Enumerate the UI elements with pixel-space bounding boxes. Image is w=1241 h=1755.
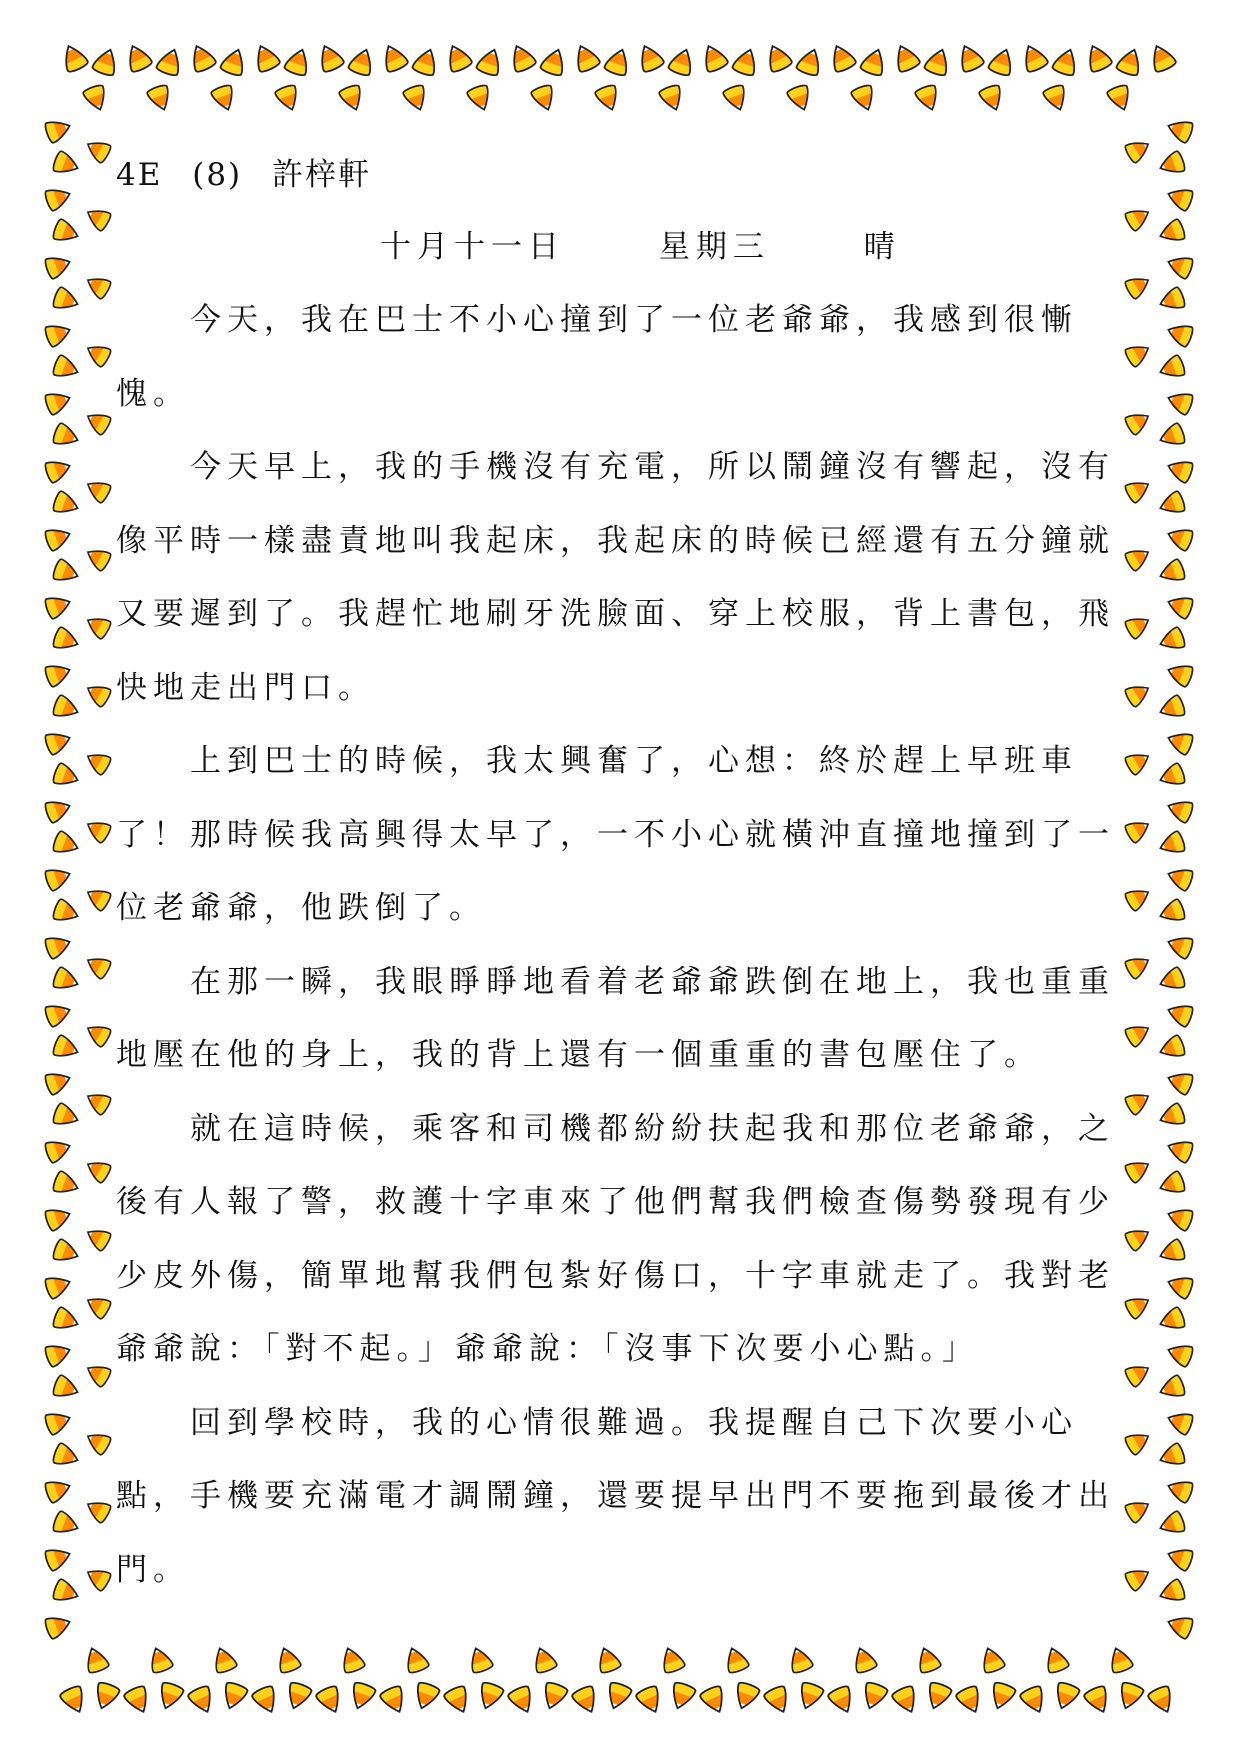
candy-corn-icon xyxy=(1165,320,1194,348)
candy-corn-icon xyxy=(83,408,112,436)
candy-corn-icon xyxy=(83,816,112,844)
candy-corn-icon xyxy=(1165,1272,1194,1300)
candy-corn-icon xyxy=(338,84,366,113)
candy-corn-icon xyxy=(1124,272,1153,300)
candy-corn-icon xyxy=(1124,884,1153,912)
candy-corn-icon xyxy=(1165,1340,1194,1368)
candy-corn-icon xyxy=(83,476,112,504)
candy-corn-icon xyxy=(530,1645,558,1674)
candy-corn-icon xyxy=(1165,116,1194,144)
candy-corn-icon xyxy=(44,796,73,824)
candy-corn-icon xyxy=(1165,1476,1194,1504)
candy-corn-icon xyxy=(1165,660,1194,688)
candy-corn-icon xyxy=(1165,1544,1194,1572)
candy-corn-icon xyxy=(1124,476,1153,504)
diary-line: 又要遲到了。我趕忙地刷牙洗臉面、穿上校服，背上書包，飛 xyxy=(116,596,1115,632)
candy-corn-icon xyxy=(274,1645,302,1674)
candy-corn-icon xyxy=(1124,952,1153,980)
candy-corn-icon xyxy=(1157,1102,1186,1130)
candy-corn-icon xyxy=(44,1204,73,1232)
diary-line: 後有人報了警，救護十字車來了他們幫我們檢查傷勢發現有少 xyxy=(116,1184,1115,1220)
candy-corn-icon xyxy=(379,42,410,74)
candy-corn-icon xyxy=(1124,1360,1153,1388)
candy-corn-icon xyxy=(786,84,814,113)
candy-corn-icon xyxy=(1157,1306,1186,1334)
candy-corn-icon xyxy=(571,42,602,74)
candy-corn-icon xyxy=(635,1684,666,1716)
candy-corn-icon xyxy=(978,1645,1006,1674)
candy-corn-icon xyxy=(251,42,282,74)
candy-corn-icon xyxy=(540,46,569,77)
date-day: 十月十一日 xyxy=(380,229,565,265)
candy-corn-icon xyxy=(1165,1000,1194,1028)
candy-corn-icon xyxy=(722,1645,750,1674)
candy-corn-icon xyxy=(52,354,81,382)
candy-corn-icon xyxy=(1157,762,1186,790)
diary-line: 地壓在他的身上，我的背上還有一個重重的書包壓住了。 xyxy=(116,1037,1041,1073)
candy-corn-icon xyxy=(83,884,112,912)
candy-corn-icon xyxy=(1157,286,1186,314)
candy-corn-icon xyxy=(891,42,922,74)
candy-corn-icon xyxy=(1124,612,1153,640)
candy-corn-icon xyxy=(795,1681,824,1712)
diary-line: 就在這時候，乘客和司機都紛紛扶起我和那位老爺爺，之 xyxy=(116,1110,1115,1147)
candy-corn-icon xyxy=(1124,1224,1153,1252)
candy-corn-icon xyxy=(44,456,73,484)
candy-corn-icon xyxy=(83,340,112,368)
diary-line: 在那一瞬，我眼睜睜地看着老爺爺跌倒在地上，我也重重 xyxy=(116,963,1115,1000)
candy-corn-icon xyxy=(123,1684,154,1716)
candy-corn-icon xyxy=(402,84,430,113)
candy-corn-icon xyxy=(52,830,81,858)
diary-line: 少皮外傷，簡單地幫我們包紮好傷口，十字車就走了。我對老 xyxy=(116,1257,1115,1294)
candy-corn-icon xyxy=(914,84,942,113)
candy-corn-icon xyxy=(1165,592,1194,620)
candy-corn-icon xyxy=(1124,1156,1153,1184)
candy-corn-icon xyxy=(1157,150,1186,178)
candy-corn-icon xyxy=(978,84,1006,113)
candy-corn-icon xyxy=(850,84,878,113)
candy-corn-icon xyxy=(44,184,73,212)
candy-corn-icon xyxy=(52,150,81,178)
candy-corn-icon xyxy=(1124,1564,1153,1592)
candy-corn-icon xyxy=(1157,218,1186,246)
diary-line: 今天早上，我的手機沒有充電，所以鬧鐘沒有響起，沒有 xyxy=(116,449,1115,485)
candy-corn-icon xyxy=(52,762,81,790)
candy-corn-icon xyxy=(1106,1645,1134,1674)
candy-corn-icon xyxy=(796,46,825,77)
candy-corn-icon xyxy=(83,1292,112,1320)
candy-corn-icon xyxy=(1124,680,1153,708)
diary-line: 門。 xyxy=(116,1551,190,1588)
candy-corn-icon xyxy=(988,46,1017,77)
candy-corn-icon xyxy=(987,1681,1016,1712)
candy-corn-icon xyxy=(44,388,73,416)
candy-corn-icon xyxy=(83,204,112,232)
candy-corn-icon xyxy=(59,1684,90,1716)
candy-corn-icon xyxy=(699,42,730,74)
candy-corn-icon xyxy=(1124,1496,1153,1524)
candy-corn-icon xyxy=(1157,1238,1186,1266)
class-label: 4E xyxy=(116,157,163,193)
candy-corn-icon xyxy=(955,42,986,74)
candy-corn-icon xyxy=(44,1272,73,1300)
candy-corn-icon xyxy=(1124,544,1153,572)
candy-corn-icon xyxy=(52,1306,81,1334)
candy-corn-icon xyxy=(699,1684,730,1716)
candy-corn-icon xyxy=(1042,84,1070,113)
candy-corn-icon xyxy=(1115,1681,1144,1712)
candy-corn-icon xyxy=(668,46,697,77)
candy-corn-icon xyxy=(83,680,112,708)
candy-corn-icon xyxy=(52,898,81,926)
candy-corn-icon xyxy=(44,1136,73,1164)
candy-corn-icon xyxy=(635,42,666,74)
candy-corn-icon xyxy=(1165,1136,1194,1164)
candy-corn-icon xyxy=(1157,694,1186,722)
diary-line: 點，手機要充滿電才調鬧鐘，還要提早出門不要拖到最後才出 xyxy=(116,1478,1115,1514)
candy-corn-icon xyxy=(82,84,110,113)
candy-corn-icon xyxy=(210,1645,238,1674)
candy-corn-icon xyxy=(210,84,238,113)
candy-corn-icon xyxy=(1147,1684,1178,1716)
candy-corn-icon xyxy=(594,84,622,113)
candy-corn-icon xyxy=(44,320,73,348)
candy-corn-icon xyxy=(1157,1510,1186,1538)
student-header xyxy=(116,157,389,193)
candy-corn-icon xyxy=(412,46,441,77)
candy-corn-icon xyxy=(923,1681,952,1712)
candy-corn-icon xyxy=(1157,830,1186,858)
candy-corn-icon xyxy=(1124,1292,1153,1320)
candy-corn-icon xyxy=(83,952,112,980)
candy-corn-icon xyxy=(1157,490,1186,518)
candy-corn-icon xyxy=(1165,184,1194,212)
candy-corn-icon xyxy=(83,544,112,572)
candy-corn-icon xyxy=(827,1684,858,1716)
candy-corn-icon xyxy=(1042,1645,1070,1674)
candy-corn-icon xyxy=(594,1645,622,1674)
diary-line: 今天，我在巴士不小心撞到了一位老爺爺，我感到很慚 xyxy=(116,302,1078,338)
date-weekday: 星期三 xyxy=(658,229,770,265)
candy-corn-icon xyxy=(44,1544,73,1572)
candy-corn-icon xyxy=(347,1681,376,1712)
candy-corn-icon xyxy=(44,1612,73,1640)
candy-corn-icon xyxy=(82,1645,110,1674)
candy-corn-icon xyxy=(850,1645,878,1674)
candy-corn-icon xyxy=(44,116,73,144)
candy-corn-icon xyxy=(1157,966,1186,994)
student-name: 許梓軒 xyxy=(272,157,371,193)
candy-corn-icon xyxy=(1124,1020,1153,1048)
candy-corn-icon xyxy=(52,1578,81,1606)
candy-corn-icon xyxy=(52,1238,81,1266)
candy-corn-icon xyxy=(44,592,73,620)
candy-corn-icon xyxy=(530,84,558,113)
candy-corn-icon xyxy=(1124,1088,1153,1116)
candy-corn-icon xyxy=(731,1681,760,1712)
candy-corn-icon xyxy=(722,84,750,113)
candy-corn-icon xyxy=(1157,1034,1186,1062)
candy-corn-icon xyxy=(52,558,81,586)
candy-corn-icon xyxy=(44,524,73,552)
candy-corn-icon xyxy=(466,84,494,113)
candy-corn-icon xyxy=(1165,1408,1194,1436)
candy-corn-icon xyxy=(92,46,121,77)
candy-corn-icon xyxy=(83,1496,112,1524)
candy-corn-icon xyxy=(123,42,154,74)
candy-corn-icon xyxy=(52,1510,81,1538)
candy-corn-icon xyxy=(91,1681,120,1712)
candy-corn-icon xyxy=(955,1684,986,1716)
candy-corn-icon xyxy=(220,46,249,77)
candy-corn-icon xyxy=(44,252,73,280)
candy-corn-icon xyxy=(1124,204,1153,232)
diary-line: 愧。 xyxy=(116,375,190,412)
candy-corn-icon xyxy=(338,1645,366,1674)
candy-corn-icon xyxy=(52,694,81,722)
candy-corn-icon xyxy=(83,1020,112,1048)
candy-corn-icon xyxy=(146,84,174,113)
candy-corn-icon xyxy=(604,46,633,77)
candy-corn-icon xyxy=(1051,1681,1080,1712)
candy-corn-icon xyxy=(1116,46,1145,77)
candy-corn-icon xyxy=(83,1564,112,1592)
candy-corn-icon xyxy=(379,1684,410,1716)
candy-corn-icon xyxy=(763,42,794,74)
candy-corn-icon xyxy=(52,1034,81,1062)
diary-line: 了！那時候我高興得太早了，一不小心就橫沖直撞地撞到了一 xyxy=(116,816,1115,853)
candy-corn-icon xyxy=(187,42,218,74)
candy-corn-icon xyxy=(83,612,112,640)
candy-corn-icon xyxy=(1157,898,1186,926)
candy-corn-icon xyxy=(786,1645,814,1674)
candy-corn-icon xyxy=(859,1681,888,1712)
candy-corn-icon xyxy=(763,1684,794,1716)
candy-corn-icon xyxy=(1083,42,1114,74)
candy-corn-icon xyxy=(315,42,346,74)
candy-corn-icon xyxy=(1165,1612,1194,1640)
candy-corn-icon xyxy=(83,272,112,300)
candy-corn-icon xyxy=(1165,252,1194,280)
candy-corn-icon xyxy=(1124,1428,1153,1456)
candy-corn-icon xyxy=(443,42,474,74)
candy-corn-icon xyxy=(1165,1204,1194,1232)
candy-corn-icon xyxy=(1052,46,1081,77)
candy-corn-icon xyxy=(411,1681,440,1712)
candy-corn-icon xyxy=(1165,524,1194,552)
student-number: (8) xyxy=(192,157,243,193)
candy-corn-icon xyxy=(52,626,81,654)
candy-corn-icon xyxy=(44,864,73,892)
candy-corn-icon xyxy=(44,1068,73,1096)
candy-corn-icon xyxy=(658,84,686,113)
candy-corn-icon xyxy=(284,46,313,77)
candy-corn-icon xyxy=(891,1684,922,1716)
candy-corn-icon xyxy=(1157,422,1186,450)
candy-corn-icon xyxy=(1124,748,1153,776)
candy-corn-icon xyxy=(274,84,302,113)
candy-corn-icon xyxy=(251,1684,282,1716)
candy-corn-icon xyxy=(443,1684,474,1716)
candy-corn-icon xyxy=(1165,796,1194,824)
candy-corn-icon xyxy=(402,1645,430,1674)
candy-corn-icon xyxy=(44,1000,73,1028)
candy-corn-icon xyxy=(827,42,858,74)
candy-corn-icon xyxy=(1019,42,1050,74)
candy-corn-icon xyxy=(1124,408,1153,436)
candy-corn-icon xyxy=(1124,340,1153,368)
candy-corn-icon xyxy=(507,1684,538,1716)
candy-corn-icon xyxy=(156,46,185,77)
diary-line: 上到巴士的時候，我太興奮了，心想：終於趕上早班車 xyxy=(116,743,1078,779)
candy-corn-icon xyxy=(1106,84,1134,113)
candy-corn-icon xyxy=(667,1681,696,1712)
candy-corn-icon xyxy=(83,136,112,164)
candy-corn-icon xyxy=(52,218,81,246)
candy-corn-icon xyxy=(83,1088,112,1116)
candy-corn-icon xyxy=(1165,388,1194,416)
candy-corn-icon xyxy=(52,1374,81,1402)
date-line xyxy=(380,229,979,265)
candy-corn-icon xyxy=(44,660,73,688)
candy-corn-icon xyxy=(59,42,90,74)
candy-corn-icon xyxy=(187,1684,218,1716)
candy-corn-icon xyxy=(44,932,73,960)
candy-corn-icon xyxy=(1157,1374,1186,1402)
candy-corn-icon xyxy=(83,1428,112,1456)
candy-corn-icon xyxy=(52,1102,81,1130)
candy-corn-icon xyxy=(52,490,81,518)
candy-corn-icon xyxy=(155,1681,184,1712)
candy-corn-icon xyxy=(466,1645,494,1674)
candy-corn-icon xyxy=(44,1340,73,1368)
candy-corn-icon xyxy=(315,1684,346,1716)
candy-corn-icon xyxy=(1157,354,1186,382)
candy-corn-icon xyxy=(914,1645,942,1674)
candy-corn-icon xyxy=(732,46,761,77)
candy-corn-icon xyxy=(475,1681,504,1712)
diary-line: 像平時一樣盡責地叫我起床，我起床的時候已經還有五分鐘就 xyxy=(116,522,1115,559)
candy-corn-icon xyxy=(52,286,81,314)
candy-corn-icon xyxy=(1157,558,1186,586)
candy-corn-icon xyxy=(1165,456,1194,484)
candy-corn-icon xyxy=(1147,42,1178,74)
candy-corn-icon xyxy=(1019,1684,1050,1716)
candy-corn-icon xyxy=(1083,1684,1114,1716)
diary-line: 爺爺說：「對不起。」爺爺說：「沒事下次要小心點。」 xyxy=(116,1331,979,1367)
candy-corn-icon xyxy=(52,966,81,994)
diary-line: 回到學校時，我的心情很難過。我提醒自己下次要小心 xyxy=(116,1404,1078,1441)
candy-corn-icon xyxy=(83,748,112,776)
candy-corn-icon xyxy=(1157,1170,1186,1198)
candy-corn-icon xyxy=(1124,136,1153,164)
candy-corn-icon xyxy=(83,1156,112,1184)
diary-line: 快地走出門口。 xyxy=(116,669,375,706)
candy-corn-icon xyxy=(44,1476,73,1504)
candy-corn-icon xyxy=(44,728,73,756)
candy-corn-icon xyxy=(1165,932,1194,960)
candy-corn-icon xyxy=(83,1360,112,1388)
candy-corn-icon xyxy=(83,1224,112,1252)
candy-corn-icon xyxy=(1165,728,1194,756)
candy-corn-icon xyxy=(1165,1068,1194,1096)
candy-corn-icon xyxy=(507,42,538,74)
candy-corn-icon xyxy=(1157,626,1186,654)
candy-corn-icon xyxy=(658,1645,686,1674)
candy-corn-icon xyxy=(44,1408,73,1436)
candy-corn-icon xyxy=(1124,816,1153,844)
candy-corn-icon xyxy=(52,1442,81,1470)
candy-corn-icon xyxy=(476,46,505,77)
candy-corn-icon xyxy=(539,1681,568,1712)
candy-corn-icon xyxy=(348,46,377,77)
candy-corn-icon xyxy=(283,1681,312,1712)
candy-corn-icon xyxy=(219,1681,248,1712)
candy-corn-icon xyxy=(146,1645,174,1674)
candy-corn-icon xyxy=(52,1170,81,1198)
candy-corn-icon xyxy=(571,1684,602,1716)
diary-line: 位老爺爺，他跌倒了。 xyxy=(116,890,486,926)
date-weather: 晴 xyxy=(863,229,901,265)
candy-corn-icon xyxy=(603,1681,632,1712)
candy-corn-icon xyxy=(1165,864,1194,892)
candy-corn-icon xyxy=(1157,1578,1186,1606)
candy-corn-icon xyxy=(52,422,81,450)
candy-corn-icon xyxy=(860,46,889,77)
candy-corn-icon xyxy=(1157,1442,1186,1470)
candy-corn-icon xyxy=(924,46,953,77)
